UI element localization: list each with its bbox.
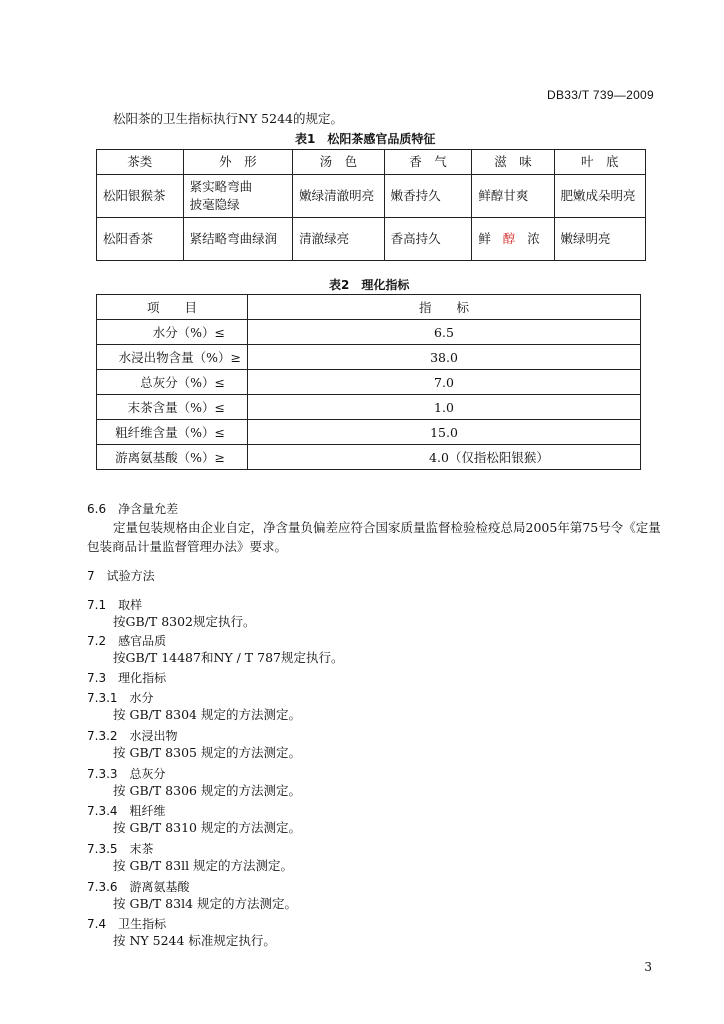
section-heading: 7.3.3 总灰分 bbox=[87, 767, 166, 781]
section-heading: 6.6 净含量允差 bbox=[87, 502, 179, 516]
table-row bbox=[97, 370, 641, 395]
table-cell: 水浸出物含量（%）≥ bbox=[97, 345, 248, 370]
table-row bbox=[97, 345, 641, 370]
section-heading: 7.3.5 末茶 bbox=[87, 842, 154, 856]
section-body: 按 GB/T 83l4 规定的方法测定。 bbox=[113, 896, 297, 911]
table-header-cell: 外 形 bbox=[183, 150, 293, 175]
table-cell: 肥嫩成朵明亮 bbox=[554, 175, 645, 218]
section-body: 按 GB/T 8304 规定的方法测定。 bbox=[113, 707, 301, 722]
table-header-cell: 滋 味 bbox=[472, 150, 554, 175]
intro-paragraph: 松阳茶的卫生指标执行NY 5244的规定。 bbox=[113, 111, 343, 126]
table-header-cell: 项 目 bbox=[97, 295, 248, 320]
table-cell: 水分（%）≤ bbox=[97, 320, 248, 345]
table-row bbox=[97, 395, 641, 420]
table-cell: 紧结略弯曲绿润 bbox=[183, 218, 293, 261]
section-heading: 7.1 取样 bbox=[87, 598, 143, 612]
taste-char: 鲜 bbox=[478, 231, 491, 246]
table-cell: 香高持久 bbox=[384, 218, 472, 261]
section-body: 按 GB/T 8306 规定的方法测定。 bbox=[113, 783, 301, 798]
table-cell: 松阳银猴茶 bbox=[97, 175, 184, 218]
page-number: 3 bbox=[644, 960, 652, 974]
table-header-cell: 指 标 bbox=[248, 295, 641, 320]
table2-caption: 表2 理化指标 bbox=[329, 278, 410, 292]
table-cell: 1.0 bbox=[248, 395, 641, 420]
table-cell: 清澈绿亮 bbox=[293, 218, 384, 261]
section-heading: 7 试验方法 bbox=[87, 569, 155, 583]
section-heading: 7.3.2 水浸出物 bbox=[87, 729, 178, 743]
physicochemical-table bbox=[96, 294, 641, 470]
table-header-row bbox=[97, 295, 641, 320]
section-body: 按GB/T 8302规定执行。 bbox=[113, 614, 256, 629]
table-cell: 嫩绿清澈明亮 bbox=[293, 175, 384, 218]
table-cell: 7.0 bbox=[248, 370, 641, 395]
table-cell: 15.0 bbox=[248, 420, 641, 445]
section-heading: 7.4 卫生指标 bbox=[87, 917, 167, 931]
section-body: 按 NY 5244 标准规定执行。 bbox=[113, 933, 276, 948]
section-heading: 7.3 理化指标 bbox=[87, 671, 167, 685]
table-cell: 4.0（仅指松阳银猴） bbox=[248, 445, 641, 470]
section-body: 包装商品计量监督管理办法》要求。 bbox=[87, 539, 288, 554]
section-heading: 7.3.1 水分 bbox=[87, 691, 154, 705]
section-heading: 7.2 感官品质 bbox=[87, 634, 167, 648]
table-row bbox=[97, 218, 646, 261]
section-heading: 7.3.4 粗纤维 bbox=[87, 804, 166, 818]
table1-caption: 表1 松阳茶感官品质特征 bbox=[295, 132, 436, 146]
table-cell: 鲜醇甘爽 bbox=[472, 175, 554, 218]
table-row bbox=[97, 420, 641, 445]
table-header-cell: 香 气 bbox=[384, 150, 472, 175]
table-header-cell: 汤 色 bbox=[293, 150, 384, 175]
table-cell: 6.5 bbox=[248, 320, 641, 345]
table-cell bbox=[472, 218, 554, 261]
table-row bbox=[97, 175, 646, 218]
standard-code: DB33/T 739—2009 bbox=[546, 88, 654, 102]
table-cell: 总灰分（%）≤ bbox=[97, 370, 248, 395]
table-row bbox=[97, 320, 641, 345]
section-body: 定量包装规格由企业自定，净含量负偏差应符合国家质量监督检验检疫总局2005年第75号令《定量 bbox=[113, 520, 661, 535]
table-cell: 38.0 bbox=[248, 345, 641, 370]
table-header-cell: 茶类 bbox=[97, 150, 184, 175]
table-cell: 粗纤维含量（%）≤ bbox=[97, 420, 248, 445]
table-cell: 嫩绿明亮 bbox=[554, 218, 645, 261]
shape-line: 披毫隐绿 bbox=[189, 197, 240, 212]
table-row bbox=[97, 445, 641, 470]
taste-char-highlight: 醇 bbox=[502, 231, 516, 246]
table-header-row bbox=[97, 150, 646, 175]
shape-line: 紧实略弯曲 bbox=[189, 179, 253, 194]
sensory-quality-table bbox=[96, 149, 646, 261]
table-cell bbox=[183, 175, 293, 218]
table-header-cell: 叶 底 bbox=[554, 150, 645, 175]
taste-char: 浓 bbox=[527, 231, 540, 246]
section-body: 按 GB/T 8305 规定的方法测定。 bbox=[113, 745, 301, 760]
section-body: 按 GB/T 8310 规定的方法测定。 bbox=[113, 820, 301, 835]
table-cell: 嫩香持久 bbox=[384, 175, 472, 218]
table-cell: 松阳香茶 bbox=[97, 218, 184, 261]
table-cell: 游离氨基酸（%）≥ bbox=[97, 445, 248, 470]
section-body: 按GB/T 14487和NY / T 787规定执行。 bbox=[113, 650, 344, 665]
section-body: 按 GB/T 83ll 规定的方法测定。 bbox=[113, 858, 294, 873]
table-cell: 末茶含量（%）≤ bbox=[97, 395, 248, 420]
section-heading: 7.3.6 游离氨基酸 bbox=[87, 880, 190, 894]
